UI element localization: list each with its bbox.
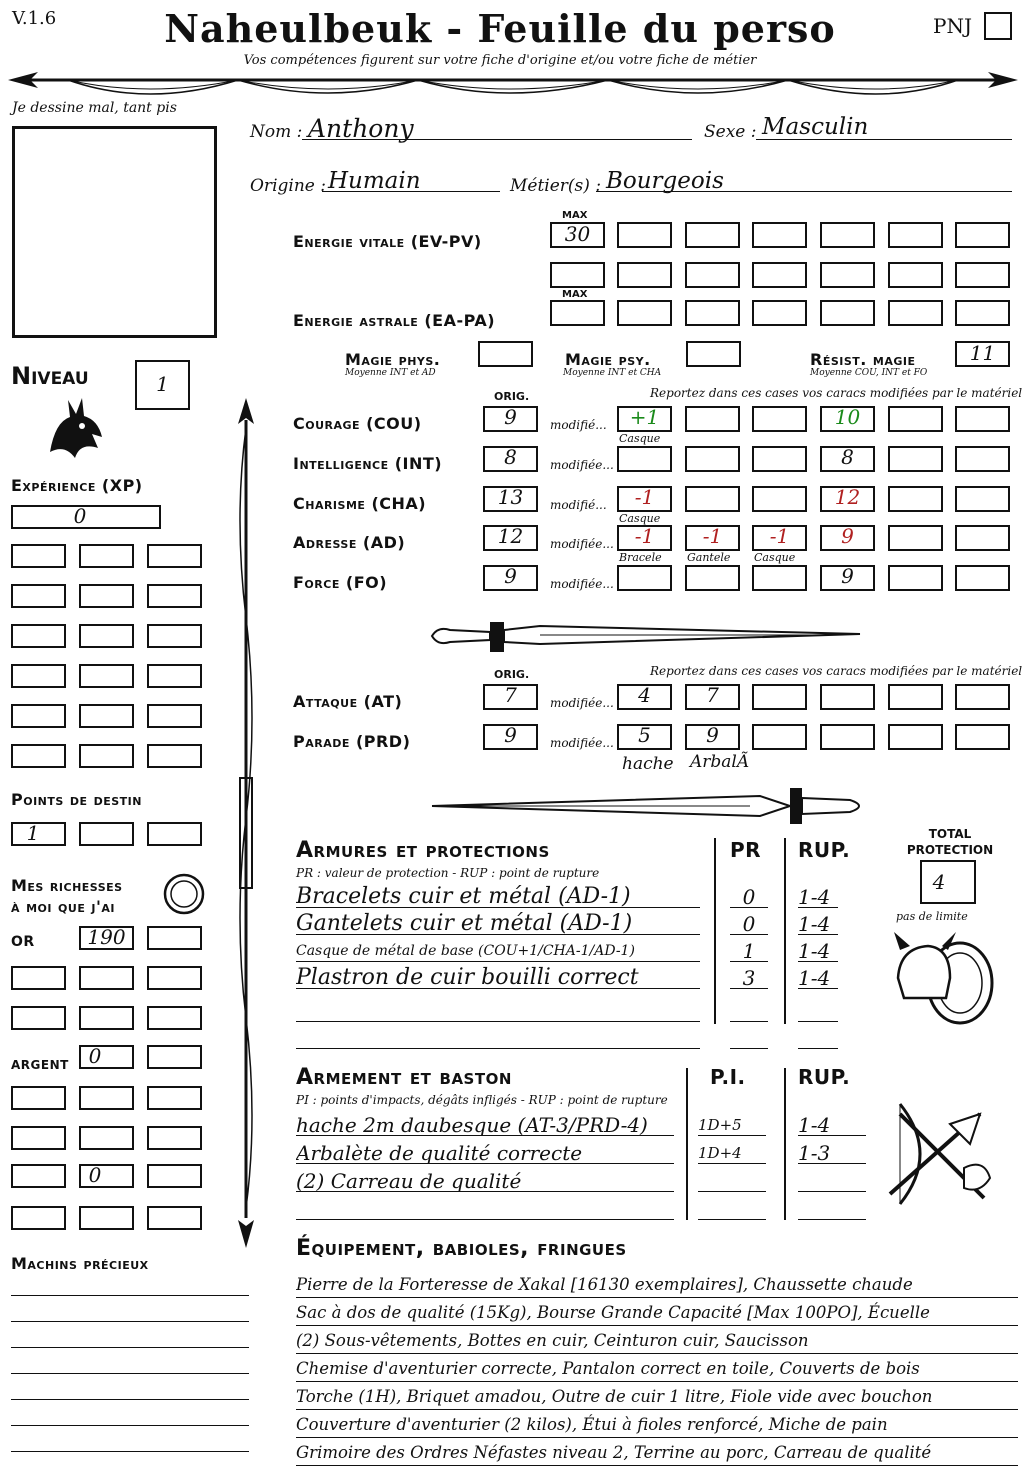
armures-divider-2 (784, 838, 786, 1024)
armure-pr[interactable]: 1 (730, 936, 768, 962)
combat-orig-value: 7 (504, 683, 517, 707)
carac-mod-box[interactable] (955, 525, 1010, 551)
carac-mod-box[interactable] (752, 565, 807, 591)
magie-psy-sub: Moyenne INT et CHA (563, 368, 662, 378)
niveau-label: Niveau (11, 362, 89, 390)
xp-box[interactable] (147, 664, 202, 688)
cuivre-extra-box[interactable] (11, 1164, 66, 1188)
carac-final-value: 9 (841, 564, 854, 588)
xp-box[interactable] (79, 704, 134, 728)
armure-pr[interactable] (730, 1023, 768, 1049)
ev-track-box[interactable] (617, 222, 672, 248)
arme-name[interactable]: hache 2m daubesque (AT-3/PRD-4) (296, 1110, 674, 1136)
xp-label: Expérience (XP) (11, 476, 143, 495)
carac-mod-box[interactable] (685, 406, 740, 432)
metier-field[interactable] (596, 168, 1012, 192)
pnj-checkbox[interactable] (984, 12, 1012, 40)
xp-box[interactable] (79, 544, 134, 568)
carac-mod-box[interactable] (685, 486, 740, 512)
equipement-line[interactable]: Chemise d'aventurier correcte, Pantalon correct en toile, Couverts de bois (296, 1356, 1018, 1382)
carac-mod-box[interactable] (888, 446, 943, 472)
armure-name[interactable]: Gantelets cuir et métal (AD-1) (296, 909, 700, 935)
cuivre-box[interactable] (79, 1164, 134, 1188)
origine-label: Origine : (250, 176, 326, 196)
magie-phys-box[interactable] (478, 341, 533, 367)
armures-title: Armures et protections (296, 838, 550, 863)
xp-box[interactable] (147, 544, 202, 568)
ea-track-box[interactable] (888, 300, 943, 326)
carac-mod-box[interactable] (617, 406, 672, 432)
arme-name[interactable] (296, 1194, 674, 1220)
carac-label: Courage (COU) (293, 414, 422, 433)
or-extra-box[interactable] (11, 1006, 66, 1030)
armement-title: Armement et baston (296, 1065, 512, 1090)
ev-label: Energie vitale (EV-PV) (293, 232, 482, 251)
carac-mod-box[interactable] (752, 446, 807, 472)
portrait-caption: Je dessine mal, tant pis (12, 100, 177, 116)
ev-track-box[interactable] (752, 262, 807, 288)
armure-name[interactable]: Casque de métal de base (COU+1/CHA-1/AD-1) (296, 936, 700, 962)
ea-track-box[interactable] (617, 300, 672, 326)
or-extra-box[interactable] (147, 966, 202, 990)
or-extra-box[interactable] (79, 1006, 134, 1030)
carac-mod-box[interactable] (955, 406, 1010, 432)
combat-mod-box[interactable] (752, 724, 807, 750)
machins-line[interactable] (11, 1326, 249, 1348)
combat-modifie-label: modifiée... (550, 736, 614, 750)
carac-orig-box[interactable] (483, 565, 538, 591)
resist-magie-box[interactable] (955, 341, 1010, 367)
carac-label: Charisme (CHA) (293, 494, 427, 513)
armure-name[interactable] (296, 1023, 700, 1049)
armure-pr[interactable]: 3 (730, 963, 768, 989)
machins-line[interactable] (11, 1456, 249, 1474)
arme-pi[interactable] (698, 1194, 766, 1220)
argent-extra-box[interactable] (11, 1086, 66, 1110)
ea-max-label: MAX (562, 289, 588, 300)
xp-box[interactable] (79, 624, 134, 648)
carac-mod-box[interactable] (888, 406, 943, 432)
armure-rup[interactable] (798, 996, 838, 1022)
equipement-line[interactable]: Grimoire des Ordres Néfastes niveau 2, Terrine au porc, Carreau de qualité (296, 1440, 1018, 1466)
carac-mod-box[interactable] (955, 486, 1010, 512)
armure-pr[interactable]: 0 (730, 909, 768, 935)
carac-mod-note: Bracele (619, 551, 662, 564)
armures-divider-1 (714, 838, 716, 1024)
carac-orig-box[interactable] (483, 525, 538, 551)
carac-mod-note: Gantele (687, 551, 731, 564)
subtitle: Vos compétences figurent sur votre fiche d'origine et/ou votre fiche de métier (243, 53, 757, 68)
ea-track-box[interactable] (955, 300, 1010, 326)
xp-box[interactable] (79, 744, 134, 768)
ev-track-box[interactable] (752, 222, 807, 248)
or-box[interactable] (79, 926, 134, 950)
carac-orig-value: 9 (504, 405, 517, 429)
xp-box[interactable] (11, 704, 66, 728)
machins-line[interactable] (11, 1300, 249, 1322)
argent-extra-box[interactable] (79, 1086, 134, 1110)
or-extra-box[interactable] (147, 1006, 202, 1030)
argent-box-2[interactable] (147, 1045, 202, 1069)
machins-line[interactable] (11, 1274, 249, 1296)
argent-extra-box[interactable] (11, 1126, 66, 1150)
ev-max-label: MAX (562, 210, 588, 221)
carac-mod-box[interactable] (685, 446, 740, 472)
ea-max-box[interactable] (550, 300, 605, 326)
carac-mod-box[interactable] (888, 525, 943, 551)
arme-name[interactable]: Arbalète de qualité correcte (296, 1138, 674, 1164)
carac-modifie-label: modifiée... (550, 458, 614, 472)
resist-magie-sub: Moyenne COU, INT et FO (810, 368, 928, 378)
equipement-title: Équipement, babioles, fringues (296, 1236, 627, 1261)
carac-mod-note: Casque (754, 551, 796, 564)
combat-note-2: ArbalÃ (690, 752, 750, 772)
carac-mod-box[interactable] (617, 525, 672, 551)
carac-final-value: 10 (834, 405, 861, 429)
helmet-shield-icon (890, 928, 1000, 1028)
armure-rup[interactable]: 1-4 (798, 909, 838, 935)
armure-rup[interactable]: 1-4 (798, 936, 838, 962)
xp-box[interactable] (79, 664, 134, 688)
resist-magie-label: Résist. magie (810, 350, 916, 369)
ev-track-box[interactable] (550, 262, 605, 288)
magie-phys-label: Magie phys. (345, 350, 441, 369)
ea-track-box[interactable] (685, 300, 740, 326)
caracs-report-note: Reportez dans ces cases vos caracs modifiées par le matériel (650, 386, 1023, 400)
combat-mod-box[interactable] (617, 684, 672, 710)
ev-track-box[interactable] (820, 262, 875, 288)
niveau-value: 1 (156, 372, 169, 396)
equipement-line[interactable]: (2) Sous-vêtements, Bottes en cuir, Ceinturon cuir, Saucisson (296, 1328, 1018, 1354)
combat-mod-box[interactable] (685, 684, 740, 710)
carac-mod-note: Casque (619, 512, 661, 525)
carac-mod-box[interactable] (820, 525, 875, 551)
resist-magie-value: 11 (969, 341, 996, 365)
xp-box[interactable] (147, 704, 202, 728)
ea-track-box[interactable] (752, 300, 807, 326)
machins-line[interactable] (11, 1430, 249, 1452)
machins-line[interactable] (11, 1352, 249, 1374)
carac-mod-box[interactable] (685, 525, 740, 551)
destin-value: 1 (26, 821, 40, 845)
carac-mod-box[interactable] (820, 486, 875, 512)
carac-mod-box[interactable] (820, 446, 875, 472)
ea-track-box[interactable] (820, 300, 875, 326)
machins-line[interactable] (11, 1378, 249, 1400)
carac-mod-value: +1 (629, 405, 660, 429)
magie-phys-sub: Moyenne INT et AD (345, 368, 436, 378)
xp-box[interactable] (11, 624, 66, 648)
sexe-field[interactable] (756, 114, 1012, 140)
magie-psy-label: Magie psy. (565, 350, 651, 369)
magie-psy-box[interactable] (686, 341, 741, 367)
carac-mod-box[interactable] (820, 406, 875, 432)
carac-orig-value: 12 (497, 524, 524, 548)
ev-track-box[interactable] (955, 262, 1010, 288)
carac-mod-box[interactable] (955, 565, 1010, 591)
xp-box[interactable] (11, 664, 66, 688)
argent-box[interactable] (79, 1045, 134, 1069)
equipement-line[interactable]: Couverture d'aventurier (2 kilos), Étui à fioles renforcé, Miche de pain (296, 1412, 1018, 1438)
ev-track-box[interactable] (617, 262, 672, 288)
carac-modifie-label: modifié... (550, 418, 607, 432)
carac-mod-box[interactable] (617, 446, 672, 472)
carac-mod-box[interactable] (617, 486, 672, 512)
combat-label: Parade (PRD) (293, 732, 411, 751)
or-label: OR (11, 934, 35, 950)
combat-modifie-label: modifiée... (550, 696, 614, 710)
combat-orig-box[interactable] (483, 684, 538, 710)
armure-pr[interactable] (730, 996, 768, 1022)
carac-mod-box[interactable] (752, 486, 807, 512)
arme-pi[interactable] (698, 1166, 766, 1192)
combat-mod-value: 5 (638, 723, 651, 747)
carac-mod-value: -1 (702, 524, 723, 548)
combat-note-1: hache (622, 754, 674, 774)
equipement-line[interactable]: Sac à dos de qualité (15Kg), Bourse Grande Capacité [Max 100PO], Écuelle (296, 1300, 1018, 1326)
ev-track-box[interactable] (685, 222, 740, 248)
carac-orig-box[interactable] (483, 406, 538, 432)
niveau-box[interactable] (135, 360, 190, 410)
nom-label: Nom : (250, 122, 303, 142)
combat-orig-value: 9 (504, 723, 517, 747)
sexe-label: Sexe : (704, 122, 757, 142)
ev-track-box[interactable] (888, 222, 943, 248)
ev-track-box[interactable] (820, 222, 875, 248)
sword-decoration-1 (430, 608, 870, 658)
carac-mod-box[interactable] (820, 565, 875, 591)
xp-box[interactable] (147, 744, 202, 768)
cuivre-extra-box[interactable] (11, 1206, 66, 1230)
xp-box[interactable] (79, 584, 134, 608)
arme-rup[interactable] (798, 1166, 866, 1192)
armement-sub: PI : points d'impacts, dégâts infligés - RUP : point de rupture (296, 1093, 668, 1107)
carac-mod-box[interactable] (752, 406, 807, 432)
combat-mod-box[interactable] (888, 684, 943, 710)
armure-rup[interactable]: 1-4 (798, 963, 838, 989)
armures-sub: PR : valeur de protection - RUP : point de rupture (296, 866, 600, 880)
weapons-icon (880, 1094, 1000, 1214)
carac-mod-value: -1 (769, 524, 790, 548)
combat-report-note: Reportez dans ces cases vos caracs modifiées par le matériel (650, 664, 1023, 678)
ev-track-box[interactable] (888, 262, 943, 288)
richesses-label-1: Mes richesses (11, 876, 123, 895)
total-protection-box[interactable] (920, 860, 976, 904)
xp-value: 0 (73, 504, 87, 528)
nom-field[interactable] (302, 114, 692, 143)
carac-final-value: 9 (841, 524, 854, 548)
origine-field[interactable] (322, 168, 500, 192)
armement-divider-1 (686, 1068, 688, 1220)
carac-orig-box[interactable] (483, 486, 538, 512)
xp-box[interactable] (11, 505, 161, 529)
carac-orig-value: 13 (497, 485, 524, 509)
portrait-box[interactable] (12, 126, 217, 338)
carac-mod-box[interactable] (888, 565, 943, 591)
combat-mod-box[interactable] (955, 684, 1010, 710)
richesses-label-2: à moi que j'ai (11, 897, 116, 916)
combat-mod-box[interactable] (752, 684, 807, 710)
carac-mod-box[interactable] (685, 565, 740, 591)
sexe-value: Masculin (762, 114, 869, 140)
arme-pi[interactable]: 1D+4 (698, 1138, 766, 1164)
combat-mod-box[interactable] (617, 724, 672, 750)
armures-rup-label: RUP. (798, 838, 851, 862)
combat-orig-label: ORIG. (494, 668, 530, 681)
metier-value: Bourgeois (606, 168, 724, 194)
machins-label: Machins précieux (11, 1254, 149, 1273)
destin-label: Points de destin (11, 790, 142, 809)
metier-label: Métier(s) : (510, 176, 602, 196)
cuivre-box-2[interactable] (147, 1164, 202, 1188)
or-extra-box[interactable] (79, 966, 134, 990)
armement-rup-label: RUP. (798, 1065, 851, 1089)
arme-rup[interactable]: 1-3 (798, 1138, 866, 1164)
carac-label: Adresse (AD) (293, 533, 406, 552)
cuivre-extra-box[interactable] (147, 1206, 202, 1230)
armement-pi-label: P.I. (710, 1065, 746, 1089)
pas-limite-label: pas de limite (896, 910, 968, 923)
total-protection-label: TOTAL PROTECTION (906, 827, 994, 857)
arme-name[interactable]: (2) Carreau de qualité (296, 1166, 674, 1192)
machins-line[interactable] (11, 1404, 249, 1426)
ev-max-value: 30 (564, 222, 591, 246)
arme-rup[interactable] (798, 1194, 866, 1220)
or-value: 190 (87, 925, 126, 949)
pnj-label: PNJ (933, 14, 972, 38)
carac-final-value: 12 (834, 485, 861, 509)
origine-value: Humain (328, 168, 421, 194)
ea-label: Energie astrale (EA-PA) (293, 311, 496, 330)
nom-value: Anthony (308, 114, 414, 143)
combat-label: Attaque (AT) (293, 692, 403, 711)
carac-orig-box[interactable] (483, 446, 538, 472)
armure-rup[interactable] (798, 1023, 838, 1049)
version-label: V.1.6 (12, 8, 57, 29)
sword-decoration-2 (430, 780, 870, 830)
armure-name[interactable]: Bracelets cuir et métal (AD-1) (296, 882, 700, 908)
carac-label: Intelligence (INT) (293, 454, 443, 473)
equipement-line[interactable]: Torche (1H), Briquet amadou, Outre de cuir 1 litre, Fiole vide avec bouchon (296, 1384, 1018, 1410)
carac-mod-box[interactable] (617, 565, 672, 591)
armure-pr[interactable]: 0 (730, 882, 768, 908)
arme-pi[interactable]: 1D+5 (698, 1110, 766, 1136)
armure-rup[interactable]: 1-4 (798, 882, 838, 908)
destin-box-2[interactable] (79, 822, 134, 846)
vertical-spear-decoration (226, 398, 266, 1248)
combat-orig-box[interactable] (483, 724, 538, 750)
xp-box[interactable] (11, 544, 66, 568)
carac-mod-box[interactable] (752, 525, 807, 551)
combat-mod-box[interactable] (820, 684, 875, 710)
xp-box[interactable] (147, 584, 202, 608)
page-title: Naheulbeuk - Feuille du perso (164, 6, 836, 51)
carac-orig-value: 8 (504, 445, 517, 469)
combat-mod-box[interactable] (685, 724, 740, 750)
armures-pr-label: PR (730, 838, 762, 862)
carac-mod-value: -1 (634, 485, 655, 509)
argent-label: ARGENT (11, 1058, 69, 1072)
coin-icon (162, 872, 206, 916)
carac-modifie-label: modifiée... (550, 537, 614, 551)
carac-mod-box[interactable] (888, 486, 943, 512)
argent-value: 0 (88, 1044, 102, 1068)
carac-mod-box[interactable] (955, 446, 1010, 472)
carac-mod-note: Casque (619, 432, 661, 445)
carac-label: Force (FO) (293, 573, 388, 592)
cuivre-extra-box[interactable] (79, 1206, 134, 1230)
arme-rup[interactable]: 1-4 (798, 1110, 866, 1136)
argent-extra-box[interactable] (147, 1126, 202, 1150)
combat-mod-box[interactable] (955, 724, 1010, 750)
equipement-line[interactable]: Pierre de la Forteresse de Xakal [16130 exemplaires], Chaussette chaude (296, 1272, 1018, 1298)
caracs-orig-label: ORIG. (494, 390, 530, 403)
armement-divider-2 (784, 1068, 786, 1220)
ev-track-box[interactable] (685, 262, 740, 288)
carac-mod-value: -1 (634, 524, 655, 548)
carac-orig-value: 9 (504, 564, 517, 588)
argent-extra-box[interactable] (147, 1086, 202, 1110)
combat-mod-box[interactable] (888, 724, 943, 750)
or-box-2[interactable] (147, 926, 202, 950)
combat-mod-value: 7 (706, 683, 719, 707)
destin-box-3[interactable] (147, 822, 202, 846)
combat-mod-value: 4 (638, 683, 651, 707)
carac-modifie-label: modifié... (550, 498, 607, 512)
xp-box[interactable] (147, 624, 202, 648)
cuivre-value: 0 (88, 1163, 102, 1187)
total-protection-value: 4 (932, 870, 946, 894)
carac-final-value: 8 (841, 445, 854, 469)
xp-box[interactable] (11, 744, 66, 768)
or-extra-box[interactable] (11, 966, 66, 990)
dragon-icon (40, 392, 110, 462)
xp-box[interactable] (11, 584, 66, 608)
argent-extra-box[interactable] (79, 1126, 134, 1150)
armure-name[interactable] (296, 996, 700, 1022)
destin-box-1[interactable] (11, 822, 66, 846)
combat-mod-box[interactable] (820, 724, 875, 750)
carac-modifie-label: modifiée... (550, 577, 614, 591)
combat-mod-value: 9 (706, 723, 719, 747)
ev-track-box[interactable] (955, 222, 1010, 248)
ev-max-box[interactable] (550, 222, 605, 248)
armure-name[interactable]: Plastron de cuir bouilli correct (296, 963, 700, 989)
